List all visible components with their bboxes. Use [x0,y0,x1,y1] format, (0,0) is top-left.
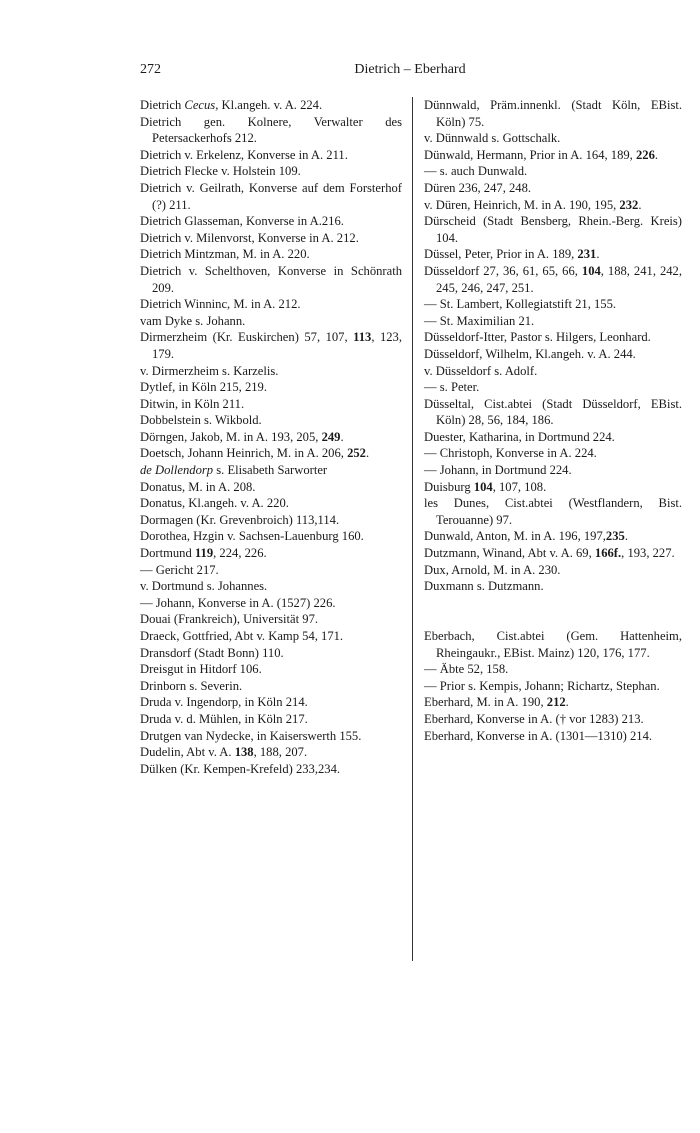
index-entry [140,163,402,180]
entry-text: Düsseldorf 27, 36, 61, 65, 66, [424,263,582,278]
entry-text: , 224, 226. [213,546,267,561]
entry-text: Eberhard, Konverse in A. († vor 1283) 213. [424,711,644,726]
entry-text: , 188, 207. [253,745,308,760]
entry-text: — s. auch Dunwald. [424,164,528,179]
entry-text: Doetsch, Johann Heinrich, M. in A. 206, [140,446,348,461]
index-entry [140,313,402,330]
index-entry [424,661,682,678]
entry-text: 231 [577,247,597,262]
entry-text: Düsseltal, Cist.abtei (Stadt Düsseldorf, EBist. Köln) 28, 56, 184, 186. [424,396,682,428]
entry-text: les Dunes, Cist.abtei (Westflandern, Bist. Terouanne) 97. [424,496,682,527]
index-column-left [140,97,402,777]
index-entry [424,147,682,164]
index-entry [140,230,402,247]
entry-text: , 193, 227. [621,546,675,561]
index-entry [140,412,402,429]
index-entry [424,197,682,214]
page-number: 272 [140,62,161,77]
index-entry [140,611,402,628]
entry-text: Düsseldorf-Itter, Pastor s. Hilgers, Leonhard. [424,330,651,345]
entry-text: Dietrich Glasseman, Konverse in A.216. [140,214,344,229]
entry-spacer [424,611,682,628]
entry-text: 138 [234,745,254,760]
page-header [140,62,680,82]
index-entry [140,97,402,114]
index-entry [140,595,402,612]
entry-text: Dunwald, Anton, M. in A. 196, 197, [424,529,606,544]
entry-text: — Johann, in Dortmund 224. [424,463,572,478]
index-entry [424,329,682,346]
index-entry [424,296,682,313]
entry-text: Dietrich Mintzman, M. in A. 220. [140,247,310,262]
entry-text: . [340,429,344,444]
index-entry [424,163,682,180]
entry-text: Dransdorf (Stadt Bonn) 110. [140,645,284,660]
entry-text: Douai (Frankreich), Universität 97. [140,612,319,627]
index-entry [140,263,402,296]
entry-text: Düssel, Peter, Prior in A. 189, [424,247,578,262]
entry-text: v. Dirmerzheim s. Karzelis. [140,363,279,378]
entry-text: Dietrich [140,98,185,112]
entry-text: , Kl.angeh. v. A. 224. [215,98,323,112]
entry-text: Druda v. d. Mühlen, in Köln 217. [140,711,308,726]
entry-text: Dirmerzheim (Kr. Euskirchen) 57, 107, [140,330,354,345]
entry-text: Dörngen, Jakob, M. in A. 193, 205, [140,429,322,444]
entry-text: Duxmann s. Dutzmann. [424,579,544,594]
entry-text: — St. Maximilian 21. [424,313,535,328]
index-entry [424,479,682,496]
index-entry [140,246,402,263]
entry-text: Druda v. Ingendorp, in Köln 214. [140,695,308,710]
entry-text: 226 [635,147,655,162]
index-entry [140,744,402,761]
entry-text: Dux, Arnold, M. in A. 230. [424,562,561,577]
index-entry [140,711,402,728]
entry-text: 252 [347,446,366,461]
index-entry [424,528,682,545]
index-entry [424,495,682,528]
entry-text: Drutgen van Nydecke, in Kaiserswerth 155. [140,728,362,743]
entry-text: 212 [546,695,566,710]
entry-spacer [424,595,682,612]
column-divider [412,97,413,961]
entry-text: Dünnwald, Präm.innenkl. (Stadt Köln, EBist. Köln) 75. [424,98,682,129]
entry-text: 104 [473,479,493,494]
index-entry [424,578,682,595]
entry-text: Dutzmann, Winand, Abt v. A. 69, [424,546,595,561]
index-entry [424,396,682,429]
index-entry [424,130,682,147]
entry-text: 232 [619,197,639,212]
index-entry [140,512,402,529]
index-entry [424,562,682,579]
entry-text: v. Dünnwald s. Gottschalk. [424,131,561,146]
index-entry [140,114,402,147]
index-entry [140,545,402,562]
index-entry [140,329,402,362]
index-entry [140,694,402,711]
entry-text: v. Dortmund s. Johannes. [140,579,268,594]
entry-text: Dreisgut in Hitdorf 106. [140,662,262,677]
entry-text: v. Düsseldorf s. Adolf. [424,363,538,378]
entry-text: . [624,529,628,544]
entry-text: Dytlef, in Köln 215, 219. [140,380,267,395]
index-entry [140,147,402,164]
index-column-right [424,97,682,744]
entry-text: Dudelin, Abt v. A. [140,745,235,760]
entry-text: 166f. [594,546,622,561]
entry-text: — Gericht 217. [140,562,219,577]
index-entry [140,213,402,230]
entry-text: Dobbelstein s. Wikbold. [140,413,262,428]
entry-text: 113 [353,330,372,345]
entry-text: Dülken (Kr. Kempen-Krefeld) 233,234. [140,761,341,776]
index-entry [140,728,402,745]
entry-text: — St. Lambert, Kollegiatstift 21, 155. [424,297,617,312]
index-entry [140,562,402,579]
entry-text: — Johann, Konverse in A. (1527) 226. [140,595,336,610]
index-entry [140,396,402,413]
entry-text: Düsseldorf, Wilhelm, Kl.angeh. v. A. 244. [424,346,636,361]
index-entry [424,363,682,380]
entry-text: Cecus [184,98,216,112]
index-entry [140,180,402,213]
entry-text: — Äbte 52, 158. [424,662,509,677]
entry-text: — Christoph, Konverse in A. 224. [424,446,597,461]
entry-text: 119 [194,546,214,561]
entry-text: v. Düren, Heinrich, M. in A. 190, 195, [424,197,620,212]
entry-text: . [654,147,659,162]
entry-text: , 107, 108. [492,479,547,494]
index-entry [424,180,682,197]
index-entry [140,296,402,313]
entry-text: , 123, 179. [152,330,402,361]
index-entry [140,678,402,695]
entry-text: , 188, 241, 242, 245, 246, 247, 251. [436,263,682,295]
entry-text: Eberhard, Konverse in A. (1301—1310) 214. [424,728,653,743]
entry-text: 104 [581,263,601,278]
index-entry [424,263,682,296]
entry-text: vam Dyke s. Johann. [140,313,246,328]
index-entry [424,213,682,246]
index-entry [140,661,402,678]
index-entry [140,645,402,662]
entry-text: . [596,247,600,262]
index-entry [140,761,402,778]
index-entry [424,678,682,695]
index-entry [424,246,682,263]
index-entry [140,495,402,512]
index-entry [140,379,402,396]
entry-text: s. Elisabeth Sarworter [213,463,328,478]
running-head: Dietrich – Eberhard [354,62,466,77]
index-entry [424,429,682,446]
index-entry [140,479,402,496]
entry-text: Donatus, M. in A. 208. [140,479,256,494]
index-entry [424,445,682,462]
index-entry [140,363,402,380]
entry-text: Dietrich Flecke v. Holstein 109. [140,164,301,179]
entry-text: Duester, Katharina, in Dortmund 224. [424,429,615,444]
entry-text: . [565,695,569,710]
entry-text: . [365,446,370,461]
index-entry [424,346,682,363]
entry-text: Dietrich Winninc, M. in A. 212. [140,297,301,312]
entry-text: Dietrich v. Geilrath, Konverse auf dem Forsterhof (?) 211. [140,180,402,212]
entry-text: Dietrich v. Milenvorst, Konverse in A. 212. [140,230,359,245]
index-entry [424,545,682,562]
index-entry [424,379,682,396]
entry-text: Dürscheid (Stadt Bensberg, Rhein.-Berg. Kreis) 104. [424,214,682,245]
index-entry [424,628,682,661]
entry-text: Eberbach, Cist.abtei (Gem. Hattenheim, Rheingaukr., EBist. Mainz) 120, 176, 177. [424,629,682,660]
entry-text: Ditwin, in Köln 211. [140,396,245,411]
index-entry [424,97,682,130]
entry-text: 249 [321,429,341,444]
entry-text: Dietrich v. Erkelenz, Konverse in A. 211. [140,147,348,162]
entry-text: Dormagen (Kr. Grevenbroich) 113,114. [140,512,340,527]
index-entry [140,445,402,462]
index-entry [140,628,402,645]
index-entry [424,313,682,330]
index-entry [140,528,402,545]
entry-text: Duisburg [424,479,474,494]
index-entry [424,711,682,728]
entry-text: — Prior s. Kempis, Johann; Richartz, Stephan. [424,678,660,693]
entry-text: Donatus, Kl.angeh. v. A. 220. [140,496,289,511]
index-entry [140,578,402,595]
index-entry [140,429,402,446]
entry-text: de Dollendorp [140,463,214,478]
entry-text: — s. Peter. [424,380,480,395]
entry-text: Dünwald, Hermann, Prior in A. 164, 189, [424,147,636,162]
entry-text: Düren 236, 247, 248. [424,180,532,195]
index-entry [424,694,682,711]
index-entry [424,728,682,745]
entry-text: Eberhard, M. in A. 190, [424,695,547,710]
entry-text: Dietrich v. Schelthoven, Konverse in Schönrath 209. [140,263,402,295]
entry-text: Draeck, Gottfried, Abt v. Kamp 54, 171. [140,629,344,643]
entry-text: Dortmund [140,546,195,561]
entry-text: Drinborn s. Severin. [140,678,243,693]
entry-text: . [638,197,642,212]
entry-text: 235 [605,529,625,544]
entry-text: Dietrich gen. Kolnere, Verwalter des Petersackerhofs 212. [140,114,402,146]
entry-text: Dorothea, Hzgin v. Sachsen-Lauenburg 160. [140,529,364,544]
index-entry [140,462,402,479]
index-entry [424,462,682,479]
